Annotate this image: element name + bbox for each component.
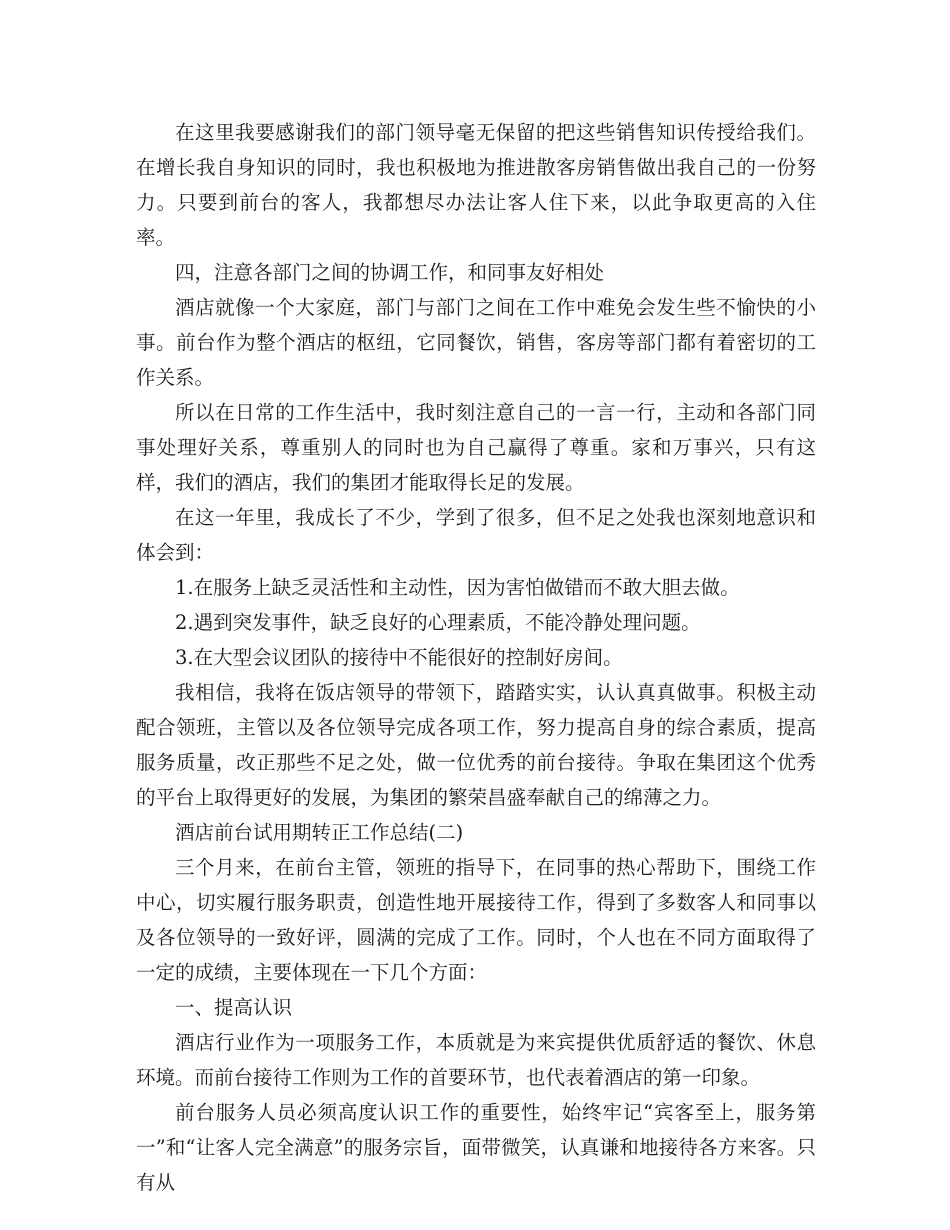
paragraph-hotel-industry: 酒店行业作为一项服务工作，本质就是为来宾提供优质舒适的餐饮、休息环境。而前台接待工作则为工作的首要环节，也代表着酒店的第一印象。 — [136, 1031, 816, 1089]
section-title-summary-two: 酒店前台试用期转正工作总结(二) — [175, 821, 464, 844]
paragraph-front-desk-staff: 前台服务人员必须高度认识工作的重要性，始终牢记“宾客至上，服务第一”和“让客人完全满意”的服务宗旨，面带微笑，认真谦和地接待各方来客。只有从 — [136, 1101, 816, 1194]
paragraph-commitment: 我相信，我将在饭店领导的带领下，踏踏实实，认认真真做事。积极主动配合领班，主管以及各位领导完成各项工作，努力提高自身的综合素质，提高服务质量，改正那些不足之处，做一位优秀的前台接待。争取在集团这个优秀的平台上取得更好的发展，为集团的繁荣昌盛奉献自己的绵薄之力。 — [136, 681, 816, 809]
document-body — [136, 115, 816, 1200]
paragraph-year-review: 在这一年里，我成长了不少，学到了很多，但不足之处我也深刻地意识和体会到： — [136, 506, 816, 564]
list-item-shortcoming-2: 2.遇到突发事件，缺乏良好的心理素质，不能冷静处理问题。 — [175, 611, 701, 634]
paragraph-three-months: 三个月来，在前台主管，领班的指导下，在同事的热心帮助下，围绕工作中心，切实履行服务职责，创造性地开展接待工作，得到了多数客人和同事以及各位领导的一致好评，圆满的完成了工作。同时，个人也在不同方面取得了一定的成绩，主要体现在一下几个方面： — [136, 856, 816, 984]
paragraph-thanks: 在这里我要感谢我们的部门领导毫无保留的把这些销售知识传授给我们。在增长我自身知识的同时，我也积极地为推进散客房销售做出我自己的一份努力。只要到前台的客人，我都想尽办法让客人住下来，以此争取更高的入住率。 — [136, 121, 816, 249]
paragraph-daily-work: 所以在日常的工作生活中，我时刻注意自己的一言一行，主动和各部门同事处理好关系，尊重别人的同时也为自己赢得了尊重。家和万事兴，只有这样，我们的酒店，我们的集团才能取得长足的发展。 — [136, 401, 816, 494]
list-item-shortcoming-3: 3.在大型会议团队的接待中不能很好的控制好房间。 — [175, 646, 623, 669]
paragraph-hotel-family: 酒店就像一个大家庭，部门与部门之间在工作中难免会发生些不愉快的小事。前台作为整个酒店的枢纽，它同餐饮，销售，客房等部门都有着密切的工作关系。 — [136, 296, 816, 389]
section-heading-coordination: 四，注意各部门之间的协调工作，和同事友好相处 — [175, 261, 605, 284]
list-item-shortcoming-1: 1.在服务上缺乏灵活性和主动性，因为害怕做错而不敢大胆去做。 — [175, 576, 740, 599]
section-heading-awareness: 一、提高认识 — [175, 996, 293, 1019]
